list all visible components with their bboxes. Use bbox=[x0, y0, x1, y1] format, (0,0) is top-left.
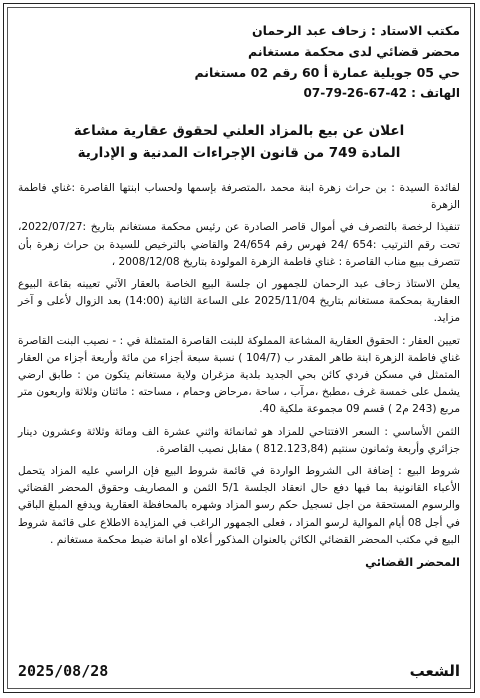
notice-body bbox=[18, 180, 460, 571]
authorization-paragraph: تنفيذا لرخصة بالتصرف في أموال قاصر الصادرة عن رئيس محكمة مستغانم بتاريخ :2022/07/27، تحت رقم الترتيب :654 /24 فهرس رقم 24/654 والقاضي بالترخيص للسيدة بن حراث زهرة بأن تتصرف ببيع مناب القاصرة : غناي فاطمة الزهرة المولودة بتاريخ 2008/12/08 ، bbox=[18, 221, 461, 268]
notice-inner-border bbox=[7, 7, 471, 689]
auction-announcement-paragraph: يعلن الاستاذ زحاف عبد الرحمان للجمهور ان جلسة البيع الخاصة بالعقار الآتي تعيينه بقاعة البيوع العقارية بمحكمة مستغانم بتاريخ 2025/11/04 على الساعة الثانية (14:00) بعد الزوال لأعلى و آخر مزايد. bbox=[18, 278, 460, 325]
bailiff-header bbox=[18, 20, 460, 104]
office-phone: الهاتف : 42-67-26-79-07 bbox=[303, 86, 460, 100]
notice-content bbox=[18, 20, 460, 571]
office-role: محضر قضائي لدى محكمة مستغانم bbox=[248, 44, 460, 59]
newspaper-name: الشعب bbox=[409, 662, 460, 680]
property-description-paragraph: تعيين العقار : الحقوق العقارية المشاعة المملوكة للبنت القاصرة المتمثلة في : - نصيب البنت القاصرة غناي فاطمة الزهرة ابنة طاهر المقدر ب (104/7 ) نسبة سبعة أجزاء من مائة وأربعة أجزاء من العقار المتمثل في مسكن فردي كائن بحي الجديد بلدية مزغران ولاية مستغانم يتكون من : طابق ارضي يشمل على خمسة غرف ،مطبخ ،مرآب ، ساحة ،مرحاض وحمام ، مساحته : مائتان وثلاثة واربعون متر مربع (243 م2 ) قسم 09 مجموعة ملكية 40. bbox=[18, 334, 460, 416]
notice-title bbox=[18, 120, 460, 164]
beneficiary-paragraph: لفائدة السيدة : بن حراث زهرة ابنة محمد ،المتصرفة بإسمها ولحساب ابنتها القاصرة :غناي فاطمة الزهرة bbox=[18, 182, 460, 212]
base-price-paragraph: الثمن الأساسي : السعر الافتتاحي للمزاد هو ثمانمائة واثني عشرة الف ومائة وثلاثة وعشرون دينار جزائري وأربعة وثمانون سنتيم (812.123,84 ) مقابل نصيب القاصرة. bbox=[18, 425, 460, 455]
publication-footer bbox=[18, 662, 460, 680]
title-line-2: المادة 749 من قانون الإجراءات المدنية و الإدارية bbox=[77, 145, 401, 161]
publication-date: 2025/08/28 bbox=[18, 662, 109, 680]
office-address: حي 05 جويلية عمارة أ 60 رقم 02 مستغانم bbox=[194, 65, 460, 80]
sale-conditions-paragraph: شروط البيع : إضافة الى الشروط الواردة في قائمة شروط البيع فإن الراسي عليه المزاد يتحمل الأعباء القانونية بما فيها دفع حال انعقاد الجلسة 5/1 الثمن و المصاريف وحقوق المحضر القضائي والرسوم المستحقة من اجل تسجيل حكم رسو المزاد وشهره بالمحافظة العقارية ويدفع المبلغ الباقي في أجل 08 أيام الموالية لرسو المزاد ، فعلى الجمهور الراغب في المزايدة الاطلاع على قائمة شروط البيع في مكتب المحضر القضائي الكائن بالعنوان المذكور أعلاه او امانة ضبط محكمة مستغانم . bbox=[18, 465, 460, 546]
office-name: مكتب الاستاد : زحاف عبد الرحمان bbox=[252, 23, 460, 38]
title-line-1: اعلان عن بيع بالمزاد العلني لحقوق عقارية مشاعة bbox=[73, 123, 405, 139]
notice-frame bbox=[3, 3, 475, 693]
bailiff-signoff: المحضر القضائي bbox=[365, 555, 460, 570]
